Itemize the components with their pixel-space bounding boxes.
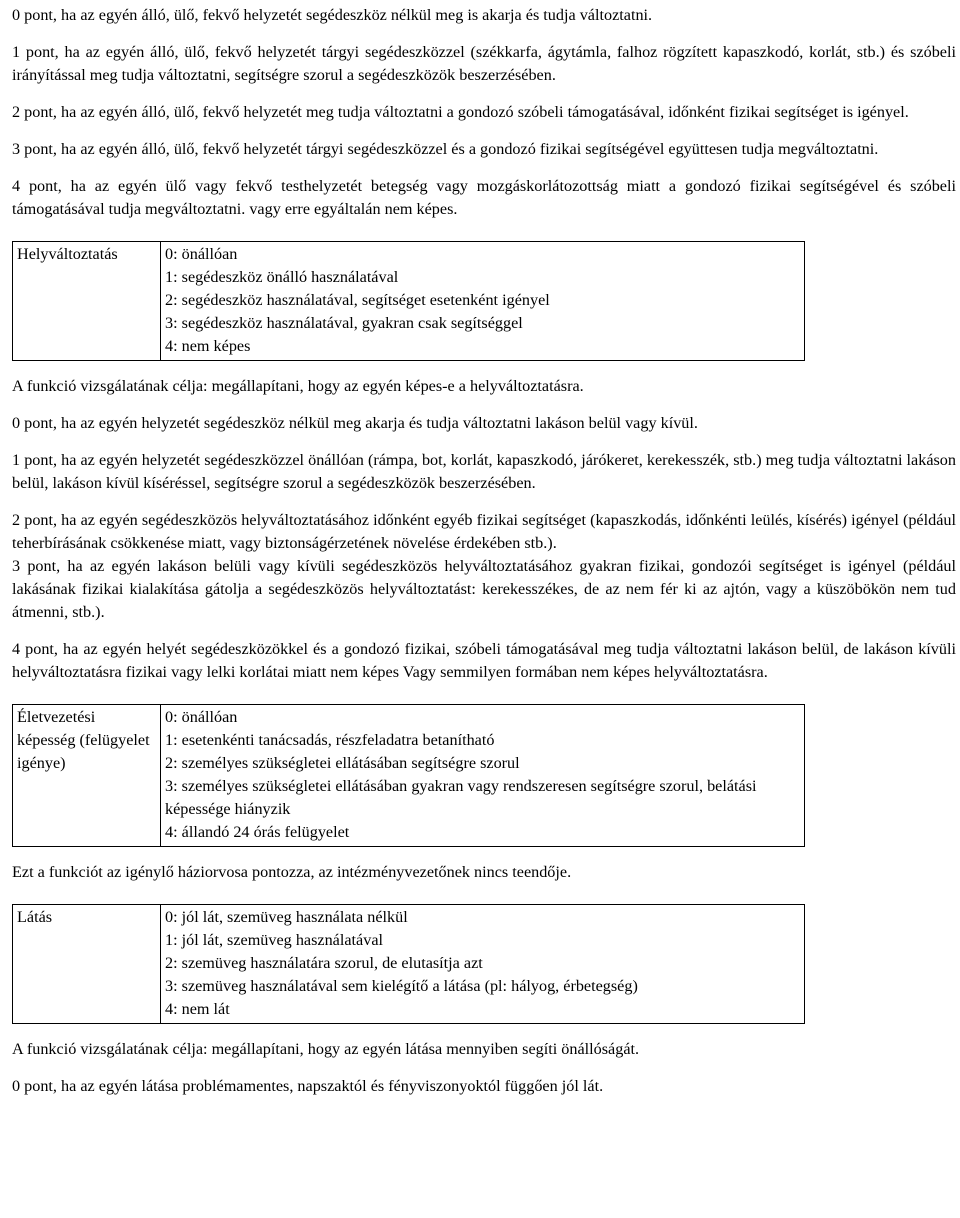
latas-option-1: 1: jól lát, szemüveg használatával: [165, 931, 384, 949]
helyvaltoztatas-2-pont: 2 pont, ha az egyén segédeszközös helyváltoztatásához időnként egyéb fizikai segítséget (kapaszkodás, időnkénti leülés, kísérés) igényel (például teherbírásának csökkenése miatt, vagy biztonságérzetének növelése érdekében stb.).: [12, 511, 956, 552]
helyvaltoztatas-label: Helyváltoztatás: [13, 242, 161, 361]
eletvezetesi-option-3: 3: személyes szükségletei ellátásában gyakran vagy rendszeresen segítségre szorul, belátási képessége hiányzik: [165, 777, 757, 818]
helyvaltoztatas-option-2: 2: segédeszköz használatával, segítséget esetenként igényel: [165, 291, 550, 309]
eletvezetesi-options: [161, 705, 805, 847]
helyvaltoztatas-0-pont: 0 pont, ha az egyén helyzetét segédeszköz nélkül meg akarja és tudja változtatni lakáson belül vagy kívül.: [12, 414, 698, 432]
helyvaltoztatas-option-4: 4: nem képes: [165, 337, 251, 355]
paragraph-mozgas-1-pont: 1 pont, ha az egyén álló, ülő, fekvő helyzetét tárgyi segédeszközzel (székkarfa, ágytámla, falhoz rögzített kapaszkodó, korlát, stb.) és szóbeli irányítással meg tudja változtatni, segítségre szorul a segédeszközök beszerzésében.: [12, 43, 956, 84]
helyvaltoztatas-4-pont: 4 pont, ha az egyén helyét segédeszközökkel és a gondozó fizikai, szóbeli támogatásával meg tudja változtatni lakáson belül, de lakáson kívüli helyváltoztatásra fizikai vagy lelki korlátai miatt nem képes Vagy semmilyen formában nem képes helyváltoztatásra.: [12, 640, 956, 681]
eletvezetesi-option-0: 0: önállóan: [165, 708, 238, 726]
helyvaltoztatas-options: [161, 242, 805, 361]
helyvaltoztatas-option-3: 3: segédeszköz használatával, gyakran csak segítséggel: [165, 314, 523, 332]
haziorvos-megjegyzes: Ezt a funkciót az igénylő háziorvosa pontozza, az intézményvezetőnek nincs teendője.: [12, 863, 572, 881]
latas-option-3: 3: szemüveg használatával sem kielégítő a látása (pl: hályog, érbetegség): [165, 977, 638, 995]
latas-label: Látás: [13, 905, 161, 1024]
eletvezetesi-option-2: 2: személyes szükségletei ellátásában segítségre szorul: [165, 754, 520, 772]
helyvaltoztatas-table: [12, 241, 805, 361]
helyvaltoztatas-option-0: 0: önállóan: [165, 245, 238, 263]
paragraph-mozgas-4-pont: 4 pont, ha az egyén ülő vagy fekvő testhelyzetét betegség vagy mozgáskorlátozottság miatt a gondozó fizikai segítségével és szóbeli támogatásával tudja megváltoztatni. vagy erre egyáltalán nem képes.: [12, 177, 956, 218]
eletvezetesi-label: Életvezetési képesség (felügyelet igénye): [13, 705, 161, 847]
paragraph-mozgas-3-pont: 3 pont, ha az egyén álló, ülő, fekvő helyzetét tárgyi segédeszközzel és a gondozó fizikai segítségével együttesen tudja megváltoztatni.: [12, 140, 879, 158]
latas-table: [12, 904, 805, 1024]
document-page: [12, 4, 956, 1098]
latas-option-4: 4: nem lát: [165, 1000, 230, 1018]
latas-option-0: 0: jól lát, szemüveg használata nélkül: [165, 908, 408, 926]
eletvezetesi-option-4: 4: állandó 24 órás felügyelet: [165, 823, 350, 841]
helyvaltoztatas-3-pont: 3 pont, ha az egyén lakáson belüli vagy kívüli segédeszközös helyváltoztatásához gyakran fizikai, gondozói segítséget is igényel (például lakásának fizikai kialakítása gátolja a segédeszközös helyváltoztatást: kerekesszékes, de az nem fér ki az ajtón, vagy a küszöbökön nem tud átmenni, stb.).: [12, 557, 956, 621]
eletvezetesi-table: [12, 704, 805, 847]
paragraph-mozgas-0-pont: 0 pont, ha az egyén álló, ülő, fekvő helyzetét segédeszköz nélkül meg is akarja és tudja változtatni.: [12, 6, 653, 24]
latas-0-pont: 0 pont, ha az egyén látása problémamentes, napszaktól és fényviszonyoktól függően jól lát.: [12, 1077, 604, 1095]
helyvaltoztatas-1-pont: 1 pont, ha az egyén helyzetét segédeszközzel önállóan (rámpa, bot, korlát, kapaszkodó, járókeret, kerekesszék, stb.) meg tudja változtatni lakáson belül, lakáson kívül kíséréssel, segítségre szorul a segédeszközök beszerzésében.: [12, 451, 956, 492]
eletvezetesi-option-1: 1: esetenkénti tanácsadás, részfeladatra betanítható: [165, 731, 495, 749]
paragraph-mozgas-2-pont: 2 pont, ha az egyén álló, ülő, fekvő helyzetét meg tudja változtatni a gondozó szóbeli támogatásával, időnként fizikai segítséget is igényel.: [12, 103, 909, 121]
helyvaltoztatas-option-1: 1: segédeszköz önálló használatával: [165, 268, 399, 286]
latas-cel: A funkció vizsgálatának célja: megállapítani, hogy az egyén látása mennyiben segíti önállóságát.: [12, 1040, 640, 1058]
latas-option-2: 2: szemüveg használatára szorul, de elutasítja azt: [165, 954, 483, 972]
helyvaltoztatas-cel: A funkció vizsgálatának célja: megállapítani, hogy az egyén képes-e a helyváltoztatásra.: [12, 377, 584, 395]
latas-options: [161, 905, 805, 1024]
